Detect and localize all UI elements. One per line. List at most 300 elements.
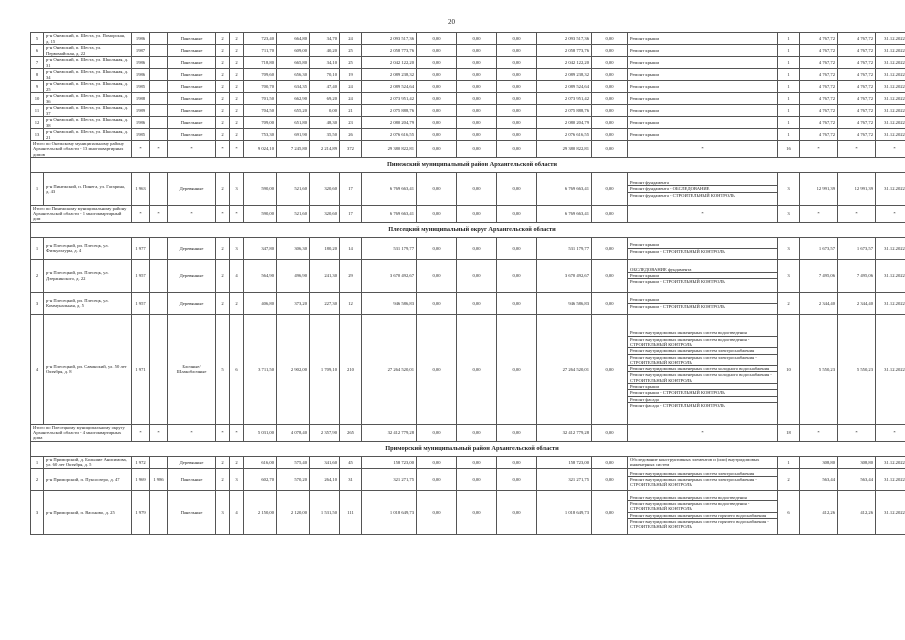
section-header-row (31, 157, 905, 172)
work-item: Ремонт фасада (628, 397, 777, 403)
table-row (31, 490, 905, 534)
fund-federal: 0,00 (417, 93, 457, 105)
entrances: 2 (230, 456, 244, 468)
residential-area: 656,30 (277, 69, 310, 81)
work-count: 2 (778, 468, 800, 490)
year-built: 1 957 (132, 259, 150, 292)
owned-area: 227,30 (310, 292, 340, 314)
residential-area: 655,20 (277, 105, 310, 117)
residential-area: 306,30 (277, 237, 310, 259)
year-built: 1986 (132, 57, 150, 69)
work-item: Ремонт крыши (630, 107, 659, 113)
fund-local: 0,00 (497, 33, 537, 45)
deadline: 31.12.2022 (876, 117, 905, 129)
fund-other: 0,00 (592, 172, 628, 205)
year-renovated (150, 237, 168, 259)
work-item: Ремонт внутридомовых инженерных систем электроснабжения - СТРОИТЕЛЬНЫЙ КОНТРОЛЬ (628, 355, 777, 367)
unit-cost-limit: 4 767,72 (800, 69, 838, 81)
empty-mark: * (132, 424, 150, 441)
works-list (628, 93, 778, 105)
owned-area: 341,60 (310, 456, 340, 468)
unit-cost-max: 4 767,72 (838, 33, 876, 45)
entrances: 2 (230, 33, 244, 45)
floors: 2 (216, 468, 230, 490)
work-item: Ремонт крыши (628, 242, 777, 248)
year-renovated (150, 81, 168, 93)
works-list (628, 490, 778, 534)
fund-regional: 0,00 (457, 259, 497, 292)
entrances: 2 (230, 292, 244, 314)
unit-cost-limit: 4 767,72 (800, 57, 838, 69)
fund-owners: 2 076 616,55 (537, 129, 592, 141)
work-item: Ремонт крыши (628, 273, 777, 279)
works-list (628, 456, 778, 468)
owned-area: 180,20 (310, 237, 340, 259)
row-number: 13 (31, 129, 44, 141)
year-renovated (150, 172, 168, 205)
entrances: 2 (230, 69, 244, 81)
total-area: 753,30 (244, 129, 277, 141)
empty-mark: * (216, 141, 230, 158)
fund-other: 0,00 (592, 93, 628, 105)
total-cost: 1 018 649,73 (362, 490, 417, 534)
residential-area: 570,20 (277, 468, 310, 490)
fund-federal: 0,00 (417, 456, 457, 468)
unit-cost-max: 4 767,72 (838, 57, 876, 69)
works-list (628, 33, 778, 45)
fund-other: 0,00 (592, 81, 628, 93)
residents: 21 (340, 105, 362, 117)
works-list (628, 105, 778, 117)
address: р-н Приморский, п. Пуксоозеро, д. 47 (44, 468, 132, 490)
floors: 2 (216, 117, 230, 129)
address: р-н Приморский, д. Большие Анисимова, ул. 60 лет Октября, д. 5 (44, 456, 132, 468)
unit-cost-max: 4 767,72 (838, 105, 876, 117)
fund-owners: 3 670 492,67 (537, 259, 592, 292)
deadline: 31.12.2022 (876, 237, 905, 259)
wall-material: Деревянные (168, 172, 216, 205)
fund-owners: 2 042 122,20 (537, 57, 592, 69)
owned-area: 1 709,10 (310, 314, 340, 424)
table-row (31, 69, 905, 81)
owned-area: 48,30 (310, 117, 340, 129)
empty-mark: * (628, 205, 778, 222)
fund-owners: 2 073 951,42 (537, 93, 592, 105)
unit-cost-max: 412,26 (838, 490, 876, 534)
fund-regional: 0,00 (457, 57, 497, 69)
table-row (31, 45, 905, 57)
unit-cost-max: 4 767,72 (838, 117, 876, 129)
work-item: Ремонт внутридомовых инженерных систем водоотведения - СТРОИТЕЛЬНЫЙ КОНТРОЛЬ (628, 337, 777, 349)
residents: 210 (340, 314, 362, 424)
table-row (31, 456, 905, 468)
works-list (628, 172, 778, 205)
floors: 2 (216, 93, 230, 105)
fund-other: 0,00 (592, 69, 628, 81)
works-list (628, 314, 778, 424)
residential-area: 662,90 (277, 93, 310, 105)
residential-area: 691,90 (277, 129, 310, 141)
row-number: 3 (31, 490, 44, 534)
row-number: 11 (31, 105, 44, 117)
work-count: 1 (778, 117, 800, 129)
empty-mark: * (838, 424, 876, 441)
total-total: 32 412 779,28 (362, 424, 417, 441)
total-f3: 0,00 (497, 141, 537, 158)
total-area: 406,80 (244, 292, 277, 314)
year-built: 1 957 (132, 292, 150, 314)
work-count: 1 (778, 129, 800, 141)
total-area: 709,00 (244, 117, 277, 129)
empty-mark: * (216, 424, 230, 441)
floors: 2 (216, 172, 230, 205)
total-work-count: 18 (778, 424, 800, 441)
total-cost: 2 058 773,76 (362, 45, 417, 57)
fund-owners: 2 075 888,76 (537, 105, 592, 117)
total-cost: 2 089 238,32 (362, 69, 417, 81)
row-number: 3 (31, 292, 44, 314)
unit-cost-max: 2 344,40 (838, 292, 876, 314)
table-row (31, 105, 905, 117)
total-a3: 2 357,90 (310, 424, 340, 441)
empty-mark: * (628, 424, 778, 441)
year-built: 1 963 (132, 172, 150, 205)
unit-cost-limit: 4 767,72 (800, 117, 838, 129)
fund-regional: 0,00 (457, 172, 497, 205)
year-built: 1989 (132, 105, 150, 117)
entrances: 3 (230, 237, 244, 259)
section-title: Плесецкий муниципальный округ Архангельской области (31, 222, 905, 237)
total-area: 616,00 (244, 456, 277, 468)
table-row (31, 129, 905, 141)
row-number: 2 (31, 468, 44, 490)
fund-other: 0,00 (592, 57, 628, 69)
total-cost: 2 073 951,42 (362, 93, 417, 105)
address: р-н Онежский, п. Шеста, ул. Школьная, д. 37 (44, 105, 132, 117)
total-area: 2 150,00 (244, 490, 277, 534)
year-renovated (150, 456, 168, 468)
total-work-count: 3 (778, 205, 800, 222)
works-list (628, 259, 778, 292)
row-number: 1 (31, 237, 44, 259)
table-row (31, 33, 905, 45)
total-area: 701,50 (244, 93, 277, 105)
floors: 2 (216, 81, 230, 93)
fund-regional: 0,00 (457, 105, 497, 117)
entrances: 2 (230, 93, 244, 105)
empty-mark: * (150, 141, 168, 158)
work-item: Ремонт внутридомовых инженерных систем горячего водоснабжения (628, 513, 777, 519)
work-item: Ремонт крыши (630, 95, 659, 101)
residential-area: 521,60 (277, 172, 310, 205)
table-row (31, 237, 905, 259)
address: р-н Онежский, п. Шеста, ул. Школьная, д. 31 (44, 57, 132, 69)
fund-other: 0,00 (592, 292, 628, 314)
total-cost: 6 769 663,41 (362, 172, 417, 205)
empty-mark: * (838, 205, 876, 222)
fund-owners: 2 058 773,76 (537, 45, 592, 57)
total-f1: 0,00 (417, 205, 457, 222)
row-number: 12 (31, 117, 44, 129)
unit-cost-max: 4 767,72 (838, 93, 876, 105)
total-total: 6 769 663,41 (362, 205, 417, 222)
works-list (628, 69, 778, 81)
empty-mark: * (838, 141, 876, 158)
year-renovated: 1 986 (150, 468, 168, 490)
year-renovated (150, 57, 168, 69)
total-area: 718,80 (244, 57, 277, 69)
address: р-н Онежский, п. Шеста, ул. Школьная, д. 25 (44, 81, 132, 93)
wall-material: Деревянные (168, 292, 216, 314)
table-row (31, 117, 905, 129)
total-area: 3 711,50 (244, 314, 277, 424)
capital-repair-table (30, 32, 905, 535)
works-list (628, 57, 778, 69)
floors: 2 (216, 129, 230, 141)
fund-local: 0,00 (497, 292, 537, 314)
table-row (31, 259, 905, 292)
fund-other: 0,00 (592, 259, 628, 292)
fund-local: 0,00 (497, 69, 537, 81)
unit-cost-max: 563,44 (838, 468, 876, 490)
total-a1: 9 024,10 (244, 141, 277, 158)
total-area: 709,60 (244, 69, 277, 81)
deadline: 31.12.2022 (876, 69, 905, 81)
entrances: 6 (230, 314, 244, 424)
unit-cost-limit: 12 991,39 (800, 172, 838, 205)
total-ppl: 17 (340, 205, 362, 222)
empty-mark: * (168, 424, 216, 441)
address: р-н Онежский, п. Шеста, ул. Школьная, д. 21 (44, 129, 132, 141)
work-count: 10 (778, 314, 800, 424)
year-renovated (150, 490, 168, 534)
year-built: 1987 (132, 45, 150, 57)
owned-area: 35,50 (310, 129, 340, 141)
total-row (31, 205, 905, 222)
unit-cost-max: 4 767,72 (838, 45, 876, 57)
fund-other: 0,00 (592, 456, 628, 468)
work-count: 3 (778, 237, 800, 259)
section-header-row (31, 441, 905, 456)
total-f5: 0,00 (592, 424, 628, 441)
empty-mark: * (876, 424, 905, 441)
fund-other: 0,00 (592, 129, 628, 141)
empty-mark: * (876, 141, 905, 158)
total-f5: 0,00 (592, 205, 628, 222)
empty-mark: * (168, 205, 216, 222)
work-item: Ремонт крыши - СТРОИТЕЛЬНЫЙ КОНТРОЛЬ (628, 390, 777, 396)
total-cost: 531 179,77 (362, 237, 417, 259)
year-renovated (150, 93, 168, 105)
fund-local: 0,00 (497, 237, 537, 259)
unit-cost-max: 7 495,06 (838, 259, 876, 292)
row-number: 10 (31, 93, 44, 105)
unit-cost-limit: 2 344,40 (800, 292, 838, 314)
total-a2: 521,60 (277, 205, 310, 222)
total-f4: 29 380 822,81 (537, 141, 592, 158)
table-row (31, 93, 905, 105)
entrances: 4 (230, 490, 244, 534)
table-body (31, 33, 905, 535)
residents: 29 (340, 259, 362, 292)
year-renovated (150, 259, 168, 292)
fund-other: 0,00 (592, 45, 628, 57)
work-item: Ремонт внутридомовых инженерных систем холодного водоснабжения - СТРОИТЕЛЬНЫЙ КОНТРОЛЬ (628, 372, 777, 384)
unit-cost-max: 4 767,72 (838, 129, 876, 141)
entrances: 2 (230, 81, 244, 93)
wall-material: Панельные (168, 57, 216, 69)
total-a2: 4 078,40 (277, 424, 310, 441)
fund-local: 0,00 (497, 490, 537, 534)
fund-other: 0,00 (592, 468, 628, 490)
year-built: 1 977 (132, 237, 150, 259)
unit-cost-limit: 4 767,72 (800, 81, 838, 93)
residents: 12 (340, 292, 362, 314)
wall-material: Деревянные (168, 456, 216, 468)
fund-regional: 0,00 (457, 314, 497, 424)
total-f3: 0,00 (497, 424, 537, 441)
residents: 17 (340, 172, 362, 205)
fund-regional: 0,00 (457, 292, 497, 314)
fund-regional: 0,00 (457, 117, 497, 129)
work-count: 3 (778, 259, 800, 292)
residential-area: 575,40 (277, 456, 310, 468)
wall-material: Блочные/ Шлакоблочные (168, 314, 216, 424)
residents: 45 (340, 456, 362, 468)
floors: 2 (216, 259, 230, 292)
total-label: Итого по Онежскому муниципальному району Архангельской области - 13 многоквартирных домов (31, 141, 132, 158)
fund-federal: 0,00 (417, 57, 457, 69)
total-a3: 320,60 (310, 205, 340, 222)
wall-material: Панельные (168, 129, 216, 141)
total-f2: 0,00 (457, 141, 497, 158)
work-item: Ремонт крыши (630, 119, 659, 125)
total-f2: 0,00 (457, 424, 497, 441)
address: р-н Пинежский, п. Пинега, ул. Гагарина, д. 43 (44, 172, 132, 205)
residents: 31 (340, 468, 362, 490)
year-renovated (150, 117, 168, 129)
total-f2: 0,00 (457, 205, 497, 222)
work-count: 1 (778, 105, 800, 117)
unit-cost-limit: 7 495,06 (800, 259, 838, 292)
work-item: Ремонт внутридомовых инженерных систем водоотведения (628, 495, 777, 501)
unit-cost-max: 5 550,23 (838, 314, 876, 424)
total-area: 564,90 (244, 259, 277, 292)
work-item: Обследование конструктивных элементов и (или) внутридомовых инженерных систем (630, 456, 760, 468)
wall-material: Панельные (168, 33, 216, 45)
fund-local: 0,00 (497, 468, 537, 490)
owned-area: 1 531,50 (310, 490, 340, 534)
owned-area: 241,30 (310, 259, 340, 292)
floors: 2 (216, 45, 230, 57)
total-a1: 5 031,00 (244, 424, 277, 441)
owned-area: 320,60 (310, 172, 340, 205)
total-cost: 321 271,75 (362, 468, 417, 490)
total-cost: 2 089 524,64 (362, 81, 417, 93)
address: р-н Приморский, п. Васьково, д. 25 (44, 490, 132, 534)
address: р-н Онежский, п. Шеста, ул. Школьная, д. 38 (44, 117, 132, 129)
residents: 19 (340, 69, 362, 81)
works-list (628, 129, 778, 141)
total-label: Итого по Плесецкому муниципальному округу Архангельской области - 4 многоквартирных дома (31, 424, 132, 441)
address: р-н Онежский, п. Шеста, ул. Школьная, д. 36 (44, 93, 132, 105)
fund-federal: 0,00 (417, 314, 457, 424)
table-row (31, 314, 905, 424)
total-area: 723,40 (244, 33, 277, 45)
fund-federal: 0,00 (417, 81, 457, 93)
residents: 14 (340, 237, 362, 259)
deadline: 31.12.2022 (876, 105, 905, 117)
empty-mark: * (230, 205, 244, 222)
entrances: 2 (230, 45, 244, 57)
work-item: Ремонт крыши - СТРОИТЕЛЬНЫЙ КОНТРОЛЬ (630, 279, 725, 285)
fund-regional: 0,00 (457, 93, 497, 105)
work-item: Ремонт крыши - СТРОИТЕЛЬНЫЙ КОНТРОЛЬ (630, 248, 725, 254)
entrances: 2 (230, 117, 244, 129)
empty-mark: * (876, 205, 905, 222)
work-count: 1 (778, 45, 800, 57)
fund-federal: 0,00 (417, 490, 457, 534)
fund-local: 0,00 (497, 57, 537, 69)
total-area: 711,70 (244, 45, 277, 57)
empty-mark: * (800, 141, 838, 158)
total-a2: 7 245,80 (277, 141, 310, 158)
fund-local: 0,00 (497, 117, 537, 129)
work-item: Ремонт фундамента - СТРОИТЕЛЬНЫЙ КОНТРОЛЬ (630, 192, 735, 198)
work-item: Ремонт внутридомовых инженерных систем горячего водоснабжения - СТРОИТЕЛЬНЫЙ КОНТРОЛЬ (630, 518, 769, 530)
owned-area: 40,20 (310, 45, 340, 57)
fund-regional: 0,00 (457, 33, 497, 45)
total-ppl: 372 (340, 141, 362, 158)
work-item: Ремонт внутридомовых инженерных систем электроснабжения (628, 348, 777, 354)
floors: 3 (216, 490, 230, 534)
year-renovated (150, 105, 168, 117)
table-row (31, 81, 905, 93)
work-count: 1 (778, 81, 800, 93)
wall-material: Панельные (168, 105, 216, 117)
year-built: 1986 (132, 69, 150, 81)
empty-mark: * (150, 424, 168, 441)
work-item: Ремонт крыши (628, 384, 777, 390)
wall-material: Панельные (168, 69, 216, 81)
row-number: 8 (31, 69, 44, 81)
fund-local: 0,00 (497, 172, 537, 205)
fund-owners: 158 723,00 (537, 456, 592, 468)
deadline: 31.12.2022 (876, 93, 905, 105)
row-number: 9 (31, 81, 44, 93)
fund-owners: 2 089 524,64 (537, 81, 592, 93)
total-total: 29 380 822,81 (362, 141, 417, 158)
unit-cost-limit: 4 767,72 (800, 33, 838, 45)
fund-owners: 2 093 517,36 (537, 33, 592, 45)
year-renovated (150, 292, 168, 314)
fund-regional: 0,00 (457, 129, 497, 141)
unit-cost-limit: 4 767,72 (800, 45, 838, 57)
residents: 24 (340, 93, 362, 105)
residential-area: 609,00 (277, 45, 310, 57)
residents: 23 (340, 117, 362, 129)
fund-owners: 531 179,77 (537, 237, 592, 259)
fund-local: 0,00 (497, 456, 537, 468)
work-item: Ремонт крыши (630, 71, 659, 77)
fund-local: 0,00 (497, 81, 537, 93)
total-cost: 2 076 616,55 (362, 129, 417, 141)
wall-material: Панельные (168, 490, 216, 534)
work-item: Ремонт фасада - СТРОИТЕЛЬНЫЙ КОНТРОЛЬ (630, 402, 725, 408)
total-cost: 3 670 492,67 (362, 259, 417, 292)
fund-federal: 0,00 (417, 69, 457, 81)
works-list (628, 237, 778, 259)
